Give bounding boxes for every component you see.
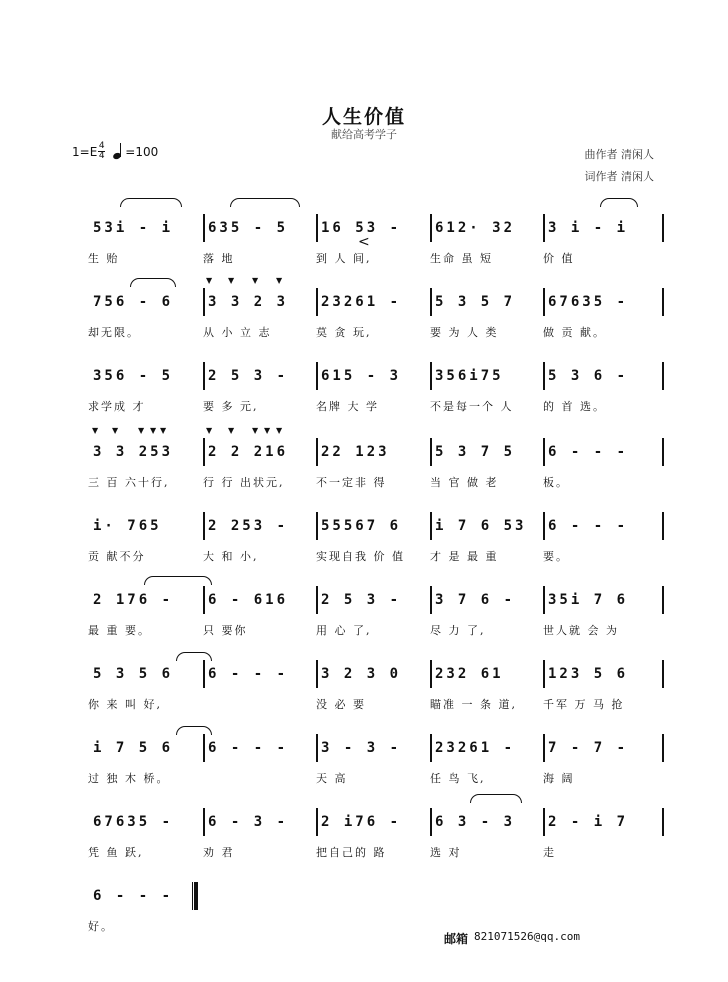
lyric: 做 贡 献。 <box>543 326 606 339</box>
barline <box>543 288 545 316</box>
barline <box>203 214 205 242</box>
lyric: 好。 <box>88 920 114 933</box>
measure: 6 3 - 3 <box>435 814 516 830</box>
measure: 16 53 - <box>321 220 402 236</box>
measure: 6 - - - <box>548 518 629 534</box>
barline <box>203 734 205 762</box>
lyric: 走 <box>543 846 556 859</box>
final-measure: 6 - - - <box>93 888 174 904</box>
lyric: 世人就 会 为 <box>543 624 619 637</box>
score-ending <box>88 880 664 912</box>
measure: 756 - 6 <box>93 294 174 310</box>
accent-mark-icon: ▼ <box>160 426 167 435</box>
score-system <box>88 658 664 690</box>
lyric-line <box>88 622 664 638</box>
lyric-line <box>88 770 664 786</box>
measure: 123 5 6 <box>548 666 629 682</box>
barline <box>203 438 205 466</box>
barline <box>543 586 545 614</box>
lyric-line <box>88 250 664 266</box>
time-signature-bottom: 4 <box>98 151 105 161</box>
barline <box>662 734 664 762</box>
barline <box>316 660 318 688</box>
email-label: 邮箱 <box>444 932 469 946</box>
lyric: 大 和 小, <box>203 550 259 563</box>
barline <box>316 586 318 614</box>
accent-mark-icon: ▼ <box>92 426 99 435</box>
lyric: 要。 <box>543 550 569 563</box>
measure: 7 - 7 - <box>548 740 629 756</box>
barline <box>430 734 432 762</box>
measure: 2 5 3 - <box>321 592 402 608</box>
lyric: 任 鸟 飞, <box>430 772 486 785</box>
measure: 67635 - <box>548 294 629 310</box>
barline <box>430 214 432 242</box>
score-system <box>88 584 664 616</box>
slur-mark <box>230 198 300 207</box>
score-system <box>88 212 664 244</box>
measure: 22 123 <box>321 444 390 460</box>
lyric-line <box>88 696 664 712</box>
lyric-line <box>88 844 664 860</box>
barline <box>203 808 205 836</box>
song-title: 人生价值 <box>321 106 406 128</box>
measure: i· 765 <box>93 518 162 534</box>
barline <box>543 512 545 540</box>
lyric-line <box>88 548 664 564</box>
accent-mark-icon: ▼ <box>264 426 271 435</box>
lyric: 用 心 了, <box>316 624 372 637</box>
measure: 3 2 3 0 <box>321 666 402 682</box>
measure: 23261 - <box>321 294 402 310</box>
time-signature <box>98 142 105 161</box>
accent-mark-icon: ▼ <box>112 426 119 435</box>
lyric: 生 贻 <box>88 252 120 265</box>
accent-mark-icon: ▼ <box>228 426 235 435</box>
lyric: 海 阔 <box>543 772 575 785</box>
measure: 2 i76 - <box>321 814 402 830</box>
measure: 6 - - - <box>548 444 629 460</box>
lyric: 只 要你 <box>203 624 248 637</box>
measure: 2 5 3 - <box>208 368 289 384</box>
time-signature-top: 4 <box>98 141 105 151</box>
lyric: 尽 力 了, <box>430 624 486 637</box>
measure: 3 i - i <box>548 220 629 236</box>
score-system <box>88 286 664 318</box>
lyric: 实现自我 价 值 <box>316 550 405 563</box>
measure: 5 3 6 - <box>548 368 629 384</box>
barline <box>430 512 432 540</box>
measure: 6 - 3 - <box>208 814 289 830</box>
accent-mark-icon: ▼ <box>206 426 213 435</box>
slur-mark <box>600 198 638 207</box>
lyric: 莫 贪 玩, <box>316 326 372 339</box>
accent-mark-icon: ▼ <box>150 426 157 435</box>
slur-mark <box>120 198 182 207</box>
barline <box>430 362 432 390</box>
score-system <box>88 436 664 468</box>
lyric: 才 是 最 重 <box>430 550 499 563</box>
lyric-line <box>88 324 664 340</box>
lyric: 生命 虽 短 <box>430 252 493 265</box>
lyric: 从 小 立 志 <box>203 326 272 339</box>
slur-mark <box>144 576 212 585</box>
measure: i 7 5 6 <box>93 740 174 756</box>
barline <box>430 808 432 836</box>
accent-mark-icon: ▼ <box>228 276 235 285</box>
accent-mark-icon: ▼ <box>276 276 283 285</box>
measure: 5 3 7 5 <box>435 444 516 460</box>
lyric: 贡 献不分 <box>88 550 146 563</box>
measure: 35i 7 6 <box>548 592 629 608</box>
barline <box>316 214 318 242</box>
barline <box>662 586 664 614</box>
barline <box>203 660 205 688</box>
lyric: 求学成 才 <box>88 400 146 413</box>
lyric: 最 重 要。 <box>88 624 151 637</box>
final-barline <box>192 882 198 910</box>
lyric: 三 百 六十行, <box>88 476 170 489</box>
measure: 3 7 6 - <box>435 592 516 608</box>
measure: 635 - 5 <box>208 220 289 236</box>
measure: 615 - 3 <box>321 368 402 384</box>
slur-mark <box>176 652 212 661</box>
lyric: 到 人 间, <box>316 252 372 265</box>
email-address: 821071526@qq.com <box>474 930 580 943</box>
composer-credit: 曲作者 清闲人 <box>584 148 654 161</box>
barline <box>203 288 205 316</box>
lyric: 把自己的 路 <box>316 846 387 859</box>
lyric: 瞄准 一 条 道, <box>430 698 517 711</box>
lyricist-credit: 词作者 清闲人 <box>584 170 654 183</box>
lyric: 不是每一个 人 <box>430 400 514 413</box>
measure: 2 - i 7 <box>548 814 629 830</box>
barline <box>316 362 318 390</box>
barline <box>316 288 318 316</box>
key-tempo-marking <box>72 142 158 161</box>
barline <box>430 660 432 688</box>
lyric: 你 来 叫 好, <box>88 698 162 711</box>
barline <box>203 362 205 390</box>
barline <box>662 808 664 836</box>
barline <box>543 808 545 836</box>
accent-mark-icon: ▼ <box>206 276 213 285</box>
barline <box>543 734 545 762</box>
key-signature: 1=E <box>72 144 98 159</box>
lyric: 落 地 <box>203 252 235 265</box>
measure: 612· 32 <box>435 220 516 236</box>
lyric: 过 独 木 桥。 <box>88 772 170 785</box>
measure: 232 61 <box>435 666 504 682</box>
email-line <box>444 930 580 947</box>
barline <box>430 586 432 614</box>
barline <box>430 438 432 466</box>
measure: 2 253 - <box>208 518 289 534</box>
lyric-line <box>88 398 664 414</box>
slur-mark <box>130 278 176 287</box>
lyric: 却无限。 <box>88 326 140 339</box>
accent-mark-icon: ▼ <box>138 426 145 435</box>
measure: 6 - 616 <box>208 592 289 608</box>
score-system <box>88 510 664 542</box>
barline <box>543 660 545 688</box>
lyric: 天 高 <box>316 772 348 785</box>
measure: 356i75 <box>435 368 504 384</box>
measure: 55567 6 <box>321 518 402 534</box>
barline <box>662 362 664 390</box>
barline <box>316 438 318 466</box>
score-system <box>88 732 664 764</box>
measure: 6 - - - <box>208 740 289 756</box>
measure: 53i - i <box>93 220 174 236</box>
barline <box>543 438 545 466</box>
lyric: 千军 万 马 抢 <box>543 698 625 711</box>
measure: 2 176 - <box>93 592 174 608</box>
lyric: 没 必 要 <box>316 698 366 711</box>
barline <box>430 288 432 316</box>
lyric: 的 首 选。 <box>543 400 606 413</box>
measure: 3 - 3 - <box>321 740 402 756</box>
barline <box>662 438 664 466</box>
measure: 5 3 5 7 <box>435 294 516 310</box>
lyric: 要 为 人 类 <box>430 326 499 339</box>
barline <box>543 362 545 390</box>
score-system <box>88 360 664 392</box>
lyric: 劝 君 <box>203 846 235 859</box>
score-system <box>88 806 664 838</box>
tempo-value: =100 <box>125 144 159 159</box>
measure: 6 - - - <box>208 666 289 682</box>
accent-mark-icon: ▼ <box>276 426 283 435</box>
barline <box>316 734 318 762</box>
slur-mark <box>470 794 522 803</box>
lyric: 行 行 出状元, <box>203 476 285 489</box>
measure: 2 2 216 <box>208 444 289 460</box>
measure: 23261 - <box>435 740 516 756</box>
measure: 3 3 253 <box>93 444 174 460</box>
measure: 67635 - <box>93 814 174 830</box>
accent-mark-icon: ▼ <box>252 426 259 435</box>
barline <box>203 586 205 614</box>
measure: i 7 6 53 <box>435 518 527 534</box>
barline <box>316 512 318 540</box>
lyric: 选 对 <box>430 846 462 859</box>
barline <box>662 288 664 316</box>
barline <box>316 808 318 836</box>
barline <box>662 660 664 688</box>
measure: 5 3 5 6 <box>93 666 174 682</box>
barline <box>543 214 545 242</box>
accent-mark-icon: ▼ <box>252 276 259 285</box>
lyric: 要 多 元, <box>203 400 259 413</box>
lyric: 名牌 大 学 <box>316 400 379 413</box>
barline <box>662 214 664 242</box>
lyric: 板。 <box>543 476 569 489</box>
lyric: 当 官 做 老 <box>430 476 499 489</box>
lyric-line <box>88 474 664 490</box>
song-subtitle: 献给高考学子 <box>331 128 397 141</box>
measure: 3 3 2 3 <box>208 294 289 310</box>
lyric: 凭 鱼 跃, <box>88 846 144 859</box>
lyric: 不一定非 得 <box>316 476 387 489</box>
barline <box>203 512 205 540</box>
barline <box>662 512 664 540</box>
crescendo-icon: < <box>358 234 370 250</box>
measure: 356 - 5 <box>93 368 174 384</box>
lyric: 价 值 <box>543 252 575 265</box>
slur-mark <box>176 726 212 735</box>
